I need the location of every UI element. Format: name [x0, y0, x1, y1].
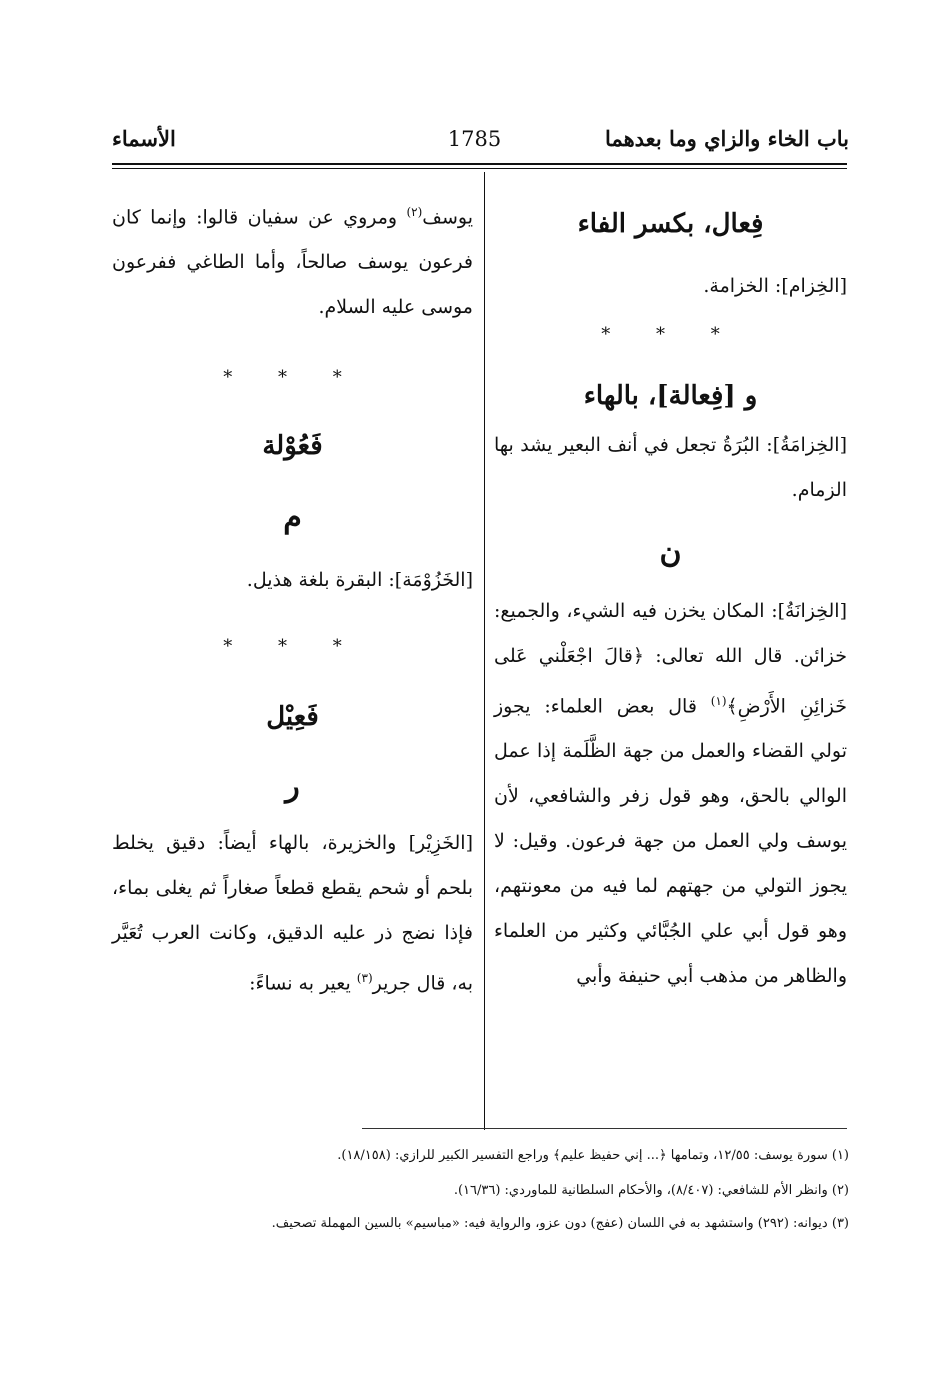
root-letter-mim: م [283, 500, 302, 536]
footnote-1: (١) سورة يوسف: ١٢/٥٥، وتمامها ﴿... إني حفيظ عليم﴾ وراجع التفسير الكبير للرازي: (١٨/١٥٨). [337, 1148, 849, 1163]
header-rule-top [112, 163, 847, 165]
section-separator: * * * [601, 324, 740, 345]
pattern-heading-fauula: فَعُوْلة [262, 431, 323, 462]
column-divider [484, 172, 485, 1130]
entry-khizana [494, 589, 847, 999]
footnote-2: (٢) وانظر الأم للشافعي: (٨/٤٠٧)، والأحكام السلطانية للماوردي: (١٦/٣٦). [453, 1183, 849, 1198]
root-letter-ra: ر [285, 769, 300, 805]
footnote-ref-1: (١) [710, 694, 727, 708]
footnote-3: (٣) ديوانه: (٢٩٢) واستشهد به في اللسان (عفج) دون عزو، والرواية فيه: «مباسيم» بالسين المهملة تصحيف. [271, 1216, 849, 1231]
continued-paragraph-text: ومروي عن سفيان قالوا: وإنما كان فرعون يوسف صالحاً، وأما الطاغي ففرعون موسى عليه السلام. [112, 206, 473, 319]
section-separator: * * * [223, 367, 362, 389]
left-column [112, 190, 473, 1007]
footnote-ref-2: (٢) [406, 205, 423, 219]
section-separator: * * * [223, 636, 362, 658]
header-rule-bottom [112, 168, 847, 169]
entry-khizam: [الخِزام]: الخزامة. [703, 275, 847, 297]
running-header-section: باب الخاء والزاي وما بعدهما [605, 126, 849, 151]
footnote-rule [362, 1128, 847, 1129]
entry-khizama: [الخِزامَةُ]: البُرَةُ تجعل في أنف البعير يشد بها الزمام. [494, 434, 847, 501]
running-header-chapter: الأسماء [112, 126, 176, 151]
pattern-heading-fail: فَعِيْل [266, 702, 319, 733]
pattern-heading-fial: فِعال، بكسر الفاء [577, 209, 764, 239]
entry-khazuma: [الخَزُوْمَة]: البقرة بلغة هذيل. [246, 569, 473, 592]
entry-khazir-continued: يعير به نساءً: [249, 972, 357, 995]
entry-khazir-text: [الخَزِيْر] والخزيرة، بالهاء أيضاً: دقيق يخلط بلحم أو شحم يقطع قطعاً صغاراً ثم يغلى بماء، فإذا نضج ذر عليه الدقيق، وكانت العرب تُعَيَّر به، قال جرير [112, 832, 473, 995]
page-number: 1785 [447, 127, 502, 151]
right-column [494, 190, 847, 999]
entry-khizana-continued: قال بعض العلماء: يجوز تولي القضاء والعمل من جهة الظَّلَمة إذا عمل الوالي بالحق، وهو قول زفر والشافعي، لأن يوسف ولي العمل من جهة فرعون. وقيل: لا يجوز التولي من جهتهم لما فيه من معونتهم، وهو قول أبي علي الجُبَّائي وكثير من العلماء والظاهر من مذهب أبي حنيفة وأبي [494, 695, 847, 988]
entry-khazir [112, 821, 473, 1006]
footnote-ref-3: (٣) [356, 971, 373, 986]
continued-paragraph [112, 190, 473, 330]
entry-khizana-text: [الخِزانَةُ]: المكان يخزن فيه الشيء، والجميع: خزائن. قال الله تعالى: ﴿قالَ اجْعَلْني عَلى خَزائِنِ الأَرْضِ﴾ [494, 600, 847, 718]
root-letter-nun: ن [659, 535, 682, 570]
continued-paragraph-start: يوسف [422, 206, 473, 229]
pattern-heading-fiala: و [فِعالة]، بالهاء [583, 381, 758, 411]
